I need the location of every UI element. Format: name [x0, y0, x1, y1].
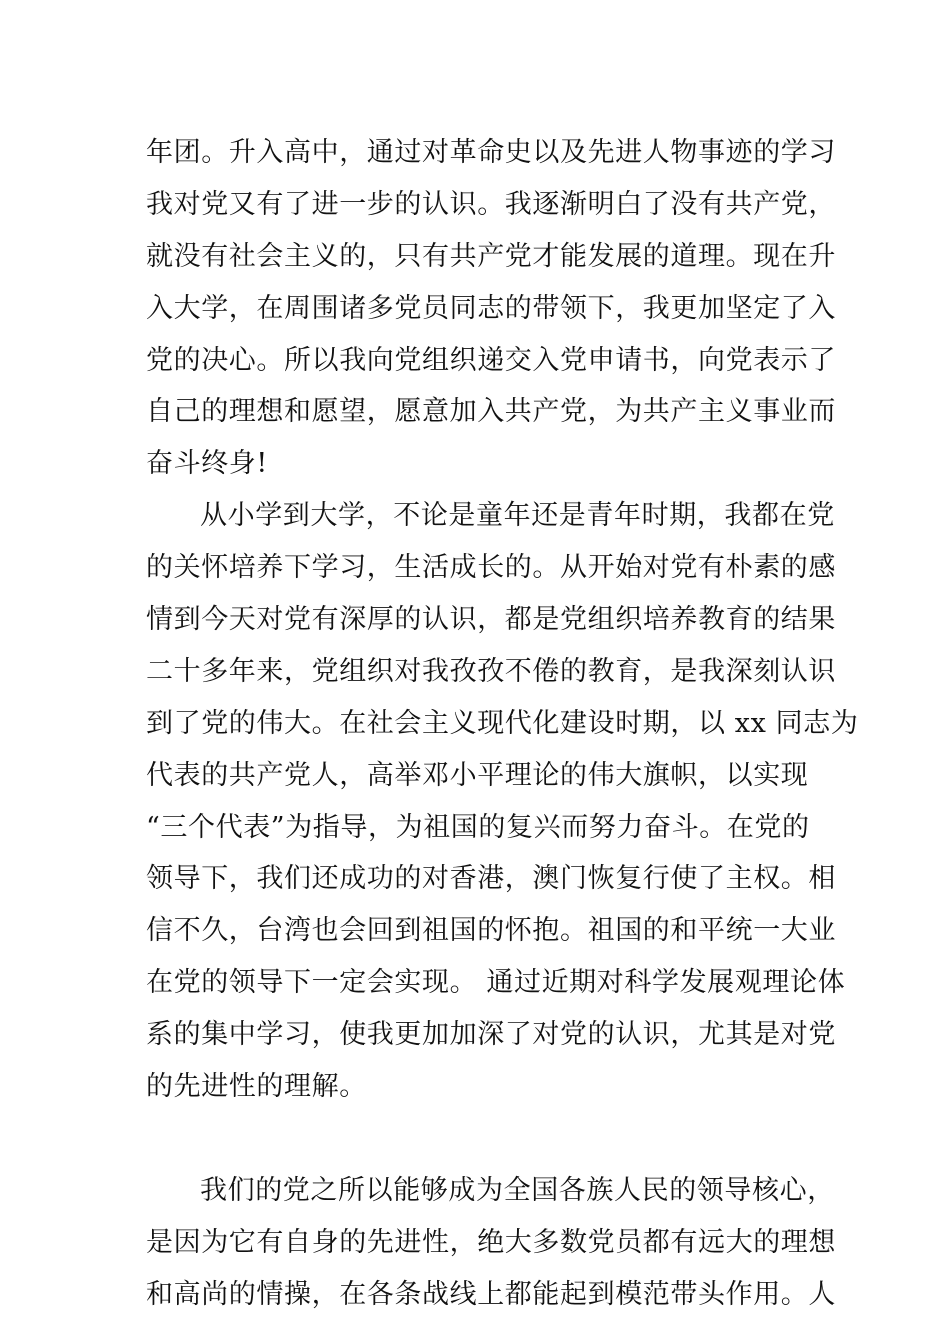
text-line: 的关怀培养下学习，生活成长的。从开始对党有朴素的感 — [146, 552, 836, 584]
document-body — [146, 127, 859, 1320]
text-line — [146, 1113, 810, 1165]
text-line: 到了党的伟大。在社会主义现代化建设时期，以 xx 同志为 — [146, 707, 859, 739]
text-line: 领导下，我们还成功的对香港，澳门恢复行使了主权。相 — [146, 863, 836, 895]
paragraph-2 — [146, 490, 859, 1165]
text-line: 是因为它有自身的先进性，绝大多数党员都有远大的理想 — [146, 1226, 836, 1258]
text-line: 在党的领导下一定会实现。 通过近期对科学发展观理论体 — [146, 967, 846, 999]
text-line: 自己的理想和愿望，愿意加入共产党，为共产主义事业而 — [146, 396, 836, 428]
text-line: 二十多年来，党组织对我孜孜不倦的教育，是我深刻认识 — [146, 655, 836, 687]
text-line: 从小学到大学，不论是童年还是青年时期，我都在党 — [200, 500, 835, 532]
text-line: 代表的共产党人，高举邓小平理论的伟大旗帜，以实现 — [146, 759, 809, 791]
text-line: 和高尚的情操，在各条战线上都能起到模范带头作用。人 — [146, 1278, 836, 1310]
text-line: 信不久，台湾也会回到祖国的怀抱。祖国的和平统一大业 — [146, 915, 836, 947]
text-line: 入大学，在周围诸多党员同志的带领下，我更加坚定了入 — [146, 292, 836, 324]
text-line: 年团。升入高中，通过对革命史以及先进人物事迹的学习 — [146, 137, 836, 168]
paragraph-1 — [146, 127, 836, 490]
text-line: 党的决心。所以我向党组织递交入党申请书，向党表示了 — [146, 344, 836, 376]
paragraph-3 — [146, 1165, 836, 1321]
text-line: “三个代表”为指导，为祖国的复兴而努力奋斗。在党的 — [146, 811, 810, 843]
text-line: 情到今天对党有深厚的认识，都是党组织培养教育的结果 — [146, 604, 836, 636]
text-line: 系的集中学习，使我更加加深了对党的认识，尤其是对党 — [146, 1019, 836, 1051]
text-line: 我对党又有了进一步的认识。我逐渐明白了没有共产党， — [146, 188, 836, 220]
text-line: 就没有社会主义的，只有共产党才能发展的道理。现在升 — [146, 240, 836, 272]
text-line: 我们的党之所以能够成为全国各族人民的领导核心， — [200, 1174, 835, 1206]
text-line: 的先进性的理解。 — [146, 1071, 367, 1103]
text-line: 奋斗终身! — [146, 448, 268, 480]
